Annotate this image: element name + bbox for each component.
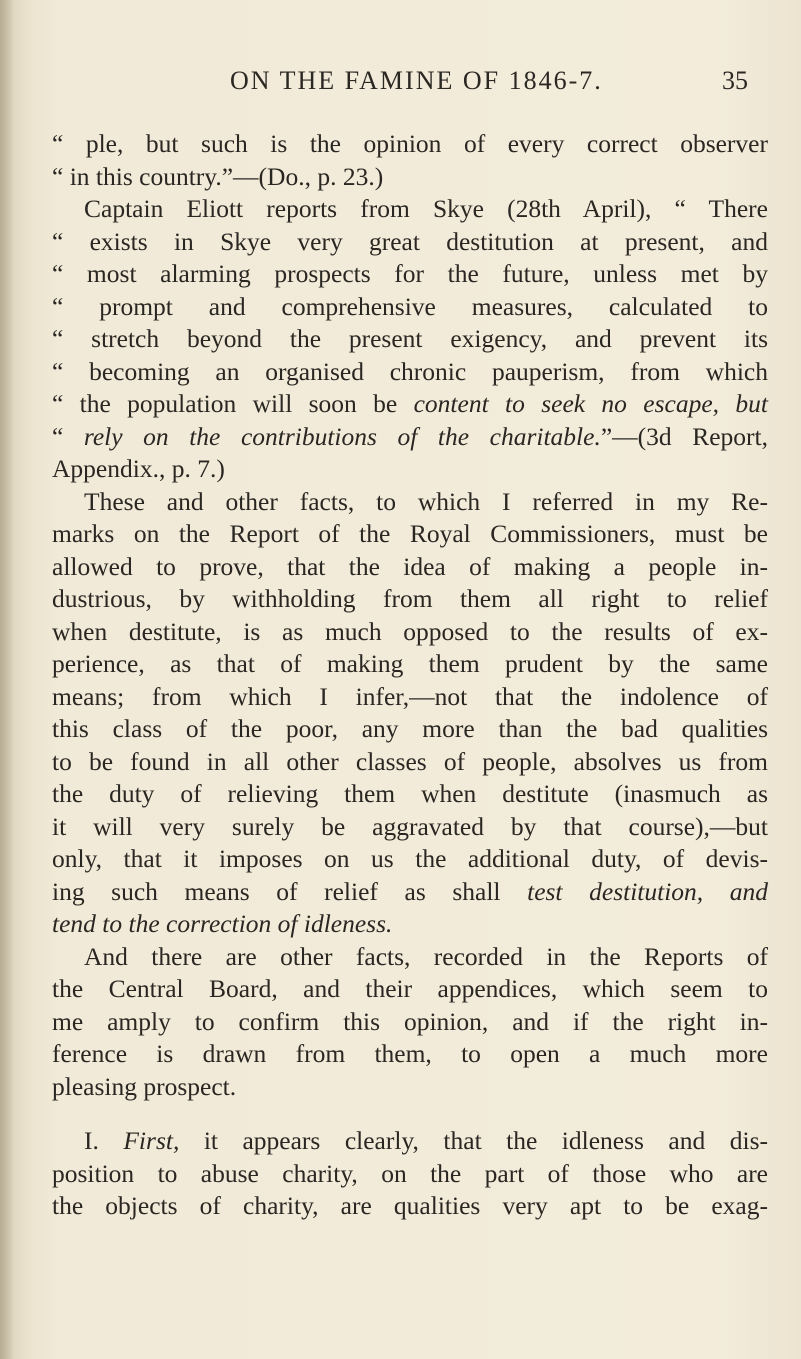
running-head: ON THE FAMINE OF 1846-7. (230, 66, 603, 95)
text-line: “ most alarming prospects for the future, unless met by (52, 259, 768, 288)
text-line: the duty of relieving them when destitute (inasmuch as (52, 779, 768, 808)
page-header (60, 66, 760, 102)
text-line: Captain Eliott reports from Skye (28th April), “ There (84, 194, 768, 223)
text-line: Appendix., p. 7.) (52, 454, 225, 483)
text-line: “ prompt and comprehensive measures, calculated to (52, 291, 768, 321)
text-line: “ becoming an organised chronic pauperism, from which (52, 356, 768, 386)
text-line (52, 421, 768, 454)
text-line: marks on the Report of the Royal Commissioners, must be (52, 519, 768, 548)
body-text (52, 128, 768, 1223)
text-line: allowed to prove, that the idea of making a people in- (52, 551, 768, 581)
text-line (52, 388, 768, 421)
italic-span: rely on the contributions of the charitable. (83, 421, 601, 451)
text-line (52, 876, 768, 909)
text-line: when destitute, is as much opposed to the results of ex- (52, 616, 768, 646)
text-line: it will very surely be aggravated by that course),—but (52, 811, 768, 841)
paragraph-gap (52, 1103, 768, 1125)
text-line: only, that it imposes on us the additional duty, of devis- (52, 844, 768, 873)
text-line: dustrious, by withholding from them all right to relief (52, 584, 768, 613)
text-line: the objects of charity, are qualities very apt to be exag- (52, 1191, 768, 1220)
text-span: I. (84, 1126, 124, 1155)
text-line: These and other facts, to which I referred in my Re- (84, 486, 768, 516)
italic-span: tend to the correction of idleness. (52, 909, 393, 938)
text-line (52, 908, 768, 941)
italic-span: test destitution, and (527, 876, 769, 906)
text-line: “ exists in Skye very great destitution at present, and (52, 226, 768, 256)
text-span: ing such means of relief as shall (52, 876, 528, 906)
text-span: it appears clearly, that the idleness and dis- (179, 1126, 768, 1155)
text-line: the Central Board, and their appendices, which seem to (52, 974, 768, 1003)
text-line: pleasing prospect. (52, 1071, 237, 1101)
text-line: means; from which I infer,—not that the indolence of (52, 681, 768, 711)
page-number: 35 (722, 66, 748, 95)
text-line: this class of the poor, any more than the bad qualities (52, 714, 768, 743)
text-line: perience, as that of making them prudent by the same (52, 649, 768, 678)
text-line: “ ple, but such is the opinion of every correct observer (52, 129, 768, 158)
text-line: to be found in all other classes of people, absolves us from (52, 746, 768, 776)
text-line: “ in this country.”—(Do., p. 23.) (52, 161, 384, 191)
text-line (52, 1125, 768, 1158)
text-span: “ (52, 421, 84, 451)
text-span: ”—(3d Report, (600, 421, 768, 451)
text-line: “ stretch beyond the present exigency, and prevent its (52, 324, 768, 353)
text-line: me amply to confirm this opinion, and if the right in- (52, 1006, 768, 1036)
text-line: ference is drawn from them, to open a much more (52, 1039, 768, 1068)
text-line: And there are other facts, recorded in the Reports of (84, 941, 768, 971)
text-line: position to abuse charity, on the part of those who are (52, 1158, 768, 1188)
gutter-shadow (0, 0, 14, 1359)
italic-span: First, (123, 1126, 180, 1155)
italic-span: content to seek no escape, but (413, 389, 768, 418)
text-span: “ the population will soon be (52, 389, 414, 418)
